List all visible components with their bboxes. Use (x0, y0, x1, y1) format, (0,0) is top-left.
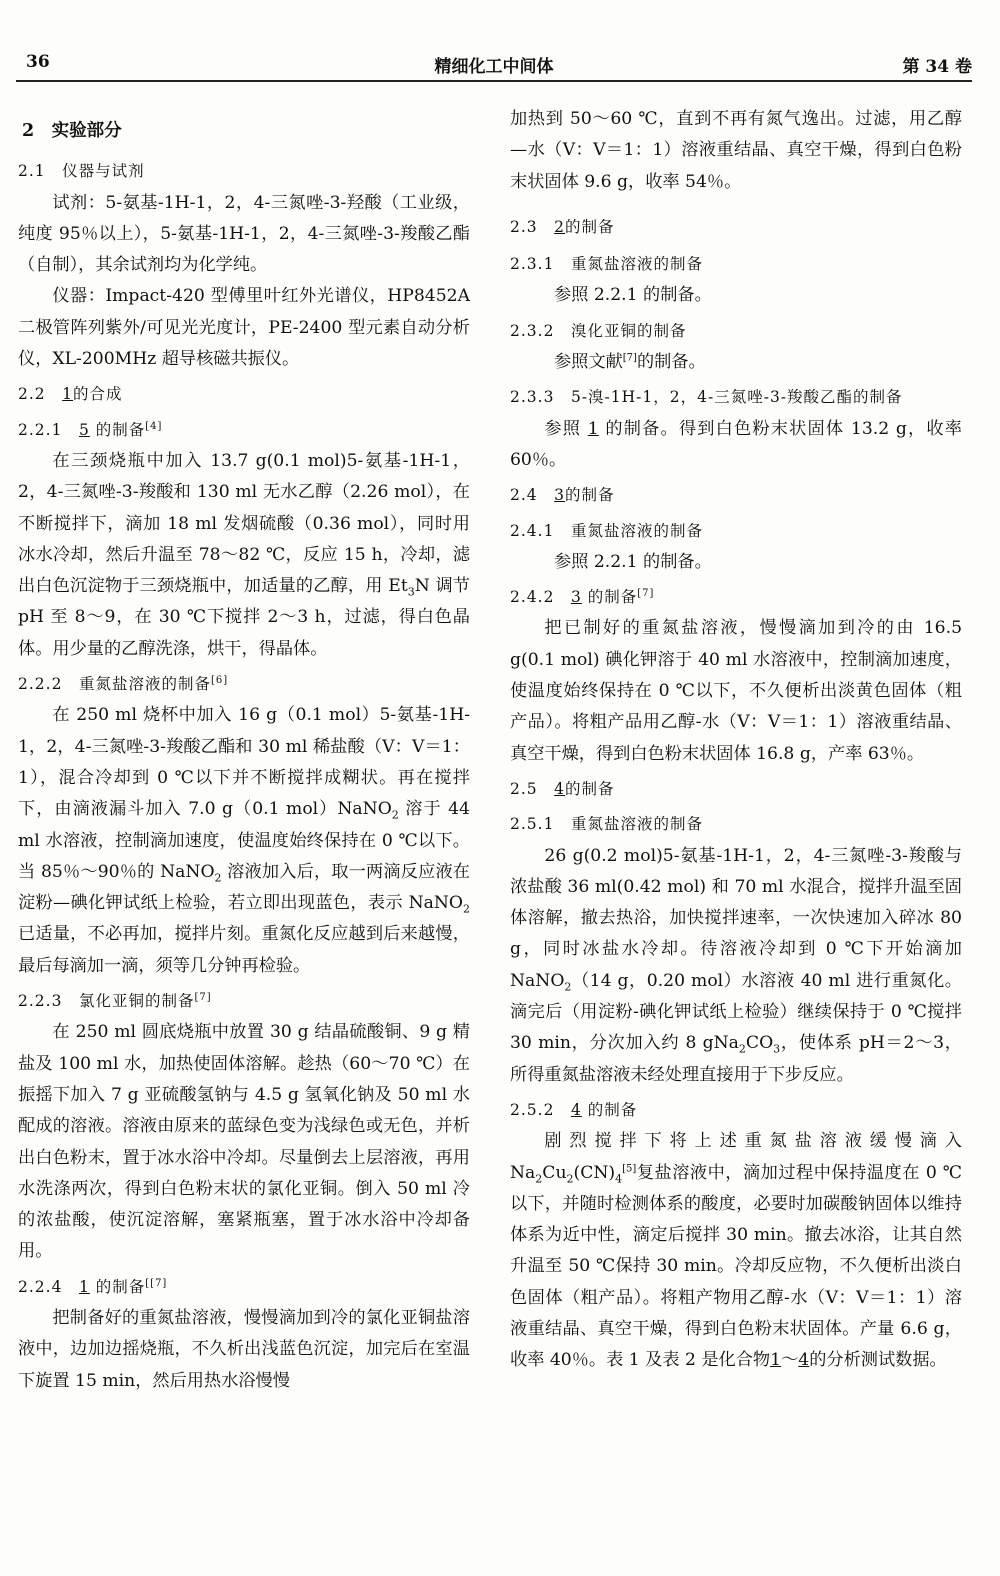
subscript: 3 (407, 585, 415, 599)
text-run: 在三颈烧瓶中加入 13.7 g(0.1 mol)5-氨基-1H-1，2，4-三氮唑-3-羧酸和 130 ml 无水乙醇（2.26 mol），在不断搅拌下，滴加 18 ml 发烟硫酸（0.36 mol），同时用冰水冷却，然后升温至 78～82 ℃，反应 15 h，冷却，滤出白色沉淀物于三颈烧瓶中，加适量的乙醇，用 Et (18, 450, 470, 597)
text-run: Cu (542, 1162, 567, 1183)
citation-7: [7] (622, 352, 637, 364)
text-run: 参照文献 (554, 352, 623, 373)
section-2-3-2-heading: 2.3.2 溴化亚铜的制备 (510, 321, 687, 340)
section-2-3-heading (510, 212, 962, 243)
subscript: 2 (566, 1171, 574, 1185)
section-2-4-2-paragraph: 把已制好的重氮盐溶液，慢慢滴加到冷的由 16.5 g(0.1 mol) 碘化钾溶于 40 ml 水溶液中，控制滴加速度，使温度始终保持在 0 ℃以下，不久便析出淡黄色固体（粗产品）。将粗产品用乙醇-水（V：V＝1：1）溶液重结晶、真空干燥，得到白色粉末状固体 16.8 g，产率 63％。 (510, 618, 962, 764)
section-2-2-prefix: 2.2 (18, 385, 63, 404)
section-2-2-4-heading (18, 1272, 470, 1303)
section-2-3-2-paragraph (510, 347, 962, 378)
citation-7: [7] (194, 991, 212, 1003)
compound-3-ref: 3 (554, 486, 566, 505)
subscript: 4 (615, 1171, 623, 1185)
compound-2-ref: 2 (554, 217, 566, 236)
compound-4-ref: 4 (570, 1100, 582, 1119)
section-2-3-prefix: 2.3 (510, 217, 555, 236)
subscript: 2 (214, 871, 222, 885)
right-column (510, 104, 962, 1377)
text-run: 复盐溶液中，滴加过程中保持温度在 0 ℃以下，并随时检测体系的酸度，必要时加碳酸钠固体以维持体系为近中性，滴定后搅拌 30 min。撤去冰浴，让其自然升温至 50 ℃保持 30 min。冷却反应物，不久便析出淡白色固体（粗产品）。将粗产物用乙醇-水（V：V＝1：1）溶液重结晶、真空干燥，得到白色粉末状固体。产量 6.6 g，收率 40％。表 1 及表 2 是化合物 (510, 1162, 962, 1371)
section-2-3-suffix: 的制备 (565, 217, 615, 236)
section-2-4-2-heading (510, 582, 962, 613)
compound-5-ref: 5 (78, 420, 90, 439)
text-run: N 调节 pH 至 8～9，在 30 ℃下搅拌 2～3 h，过滤，得白色晶体。用少量的乙醇洗涤，烘干，得晶体。 (18, 576, 470, 659)
section-2-2-4-prefix: 2.2.4 (18, 1277, 79, 1296)
citation-7: [[7] (145, 1277, 168, 1289)
compound-1-ref: 1 (587, 418, 599, 439)
journal-title: 精细化工中间体 (434, 57, 554, 77)
section-2-4-1-paragraph: 参照 2.2.1 的制备。 (554, 551, 712, 572)
section-2-2-4-suffix: 的制备 (89, 1277, 146, 1296)
section-2-3-1-heading: 2.3.1 重氮盐溶液的制备 (510, 255, 703, 274)
section-2-5-2-heading (510, 1095, 962, 1126)
section-2-2-2-heading (18, 669, 470, 700)
compound-1-ref: 1 (770, 1350, 782, 1371)
compound-4-ref: 4 (554, 779, 566, 798)
continued-paragraph: 加热到 50～60 ℃，直到不再有氮气逸出。过滤，用乙醇—水（V：V＝1：1）溶液重结晶、真空干燥，得到白色粉末状固体 9.6 g，收率 54％。 (510, 109, 962, 192)
section-2-3-3-heading: 2.3.3 5-溴-1H-1，2，4-三氮唑-3-羧酸乙酯的制备 (510, 388, 903, 407)
section-2-heading: 2 实验部分 (22, 121, 122, 141)
citation-6: [6] (210, 674, 229, 686)
section-2-5-heading (510, 774, 962, 805)
section-2-2-1-suffix: 的制备 (89, 420, 146, 439)
text-run: ～ (781, 1350, 799, 1371)
section-2-4-heading (510, 480, 962, 511)
section-2-2-1-paragraph (18, 446, 470, 665)
section-2-5-prefix: 2.5 (510, 779, 555, 798)
section-2-5-2-paragraph (510, 1126, 962, 1376)
page-number: 36 (26, 52, 50, 72)
compound-1-ref: 1 (62, 385, 74, 404)
section-2-2-heading (18, 379, 470, 410)
reagents-paragraph: 试剂：5-氨基-1H-1，2，4-三氮唑-3-羟酸（工业级，纯度 95％以上），5-氨基-1H-1，2，4-三氮唑-3-羧酸乙酯（自制），其余试剂均为化学纯。 (18, 192, 470, 276)
running-header (16, 48, 972, 82)
section-2-4-suffix: 的制备 (565, 486, 615, 505)
compound-4-ref: 4 (798, 1350, 810, 1371)
subscript: 2 (463, 902, 470, 916)
section-2-2-1-heading (18, 415, 470, 446)
subscript: 2 (564, 980, 572, 994)
section-2-2-2-title: 2.2.2 重氮盐溶液的制备 (18, 675, 211, 694)
section-2-2-3-title: 2.2.3 氯化亚铜的制备 (18, 992, 195, 1011)
text-run: 剧烈搅拌下将上述重氮盐溶液缓慢滴入 Na (510, 1131, 962, 1183)
section-2-5-suffix: 的制备 (565, 779, 615, 798)
text-run: ，使体系 pH＝2～3，所得重氮盐溶液未经处理直接用于下步反应。 (510, 1033, 962, 1085)
section-2-2-1-prefix: 2.2.1 (18, 420, 79, 439)
text-run: 已适量，不必再加，搅拌片刻。重氮化反应越到后来越慢，最后每滴加一滴，须等几分钟再检验。 (18, 924, 470, 976)
section-2-4-2-prefix: 2.4.2 (510, 588, 571, 607)
left-column (18, 104, 470, 1397)
subscript: 2 (738, 1042, 746, 1056)
compound-1-ref: 1 (78, 1277, 90, 1296)
subscript: 3 (773, 1042, 781, 1056)
text-run: 溶于 44 ml 水溶液，控制滴加速度，使温度始终保持在 0 ℃以下。当 85％～90％的 NaNO (18, 799, 470, 882)
text-run: 在 250 ml 烧杯中加入 16 g（0.1 mol）5-氨基-1H-1，2，4-三氮唑-3-羧酸乙酯和 30 ml 稀盐酸（V：V＝1：1），混合冷却到 0 ℃以下并不断搅拌成糊状。再在搅拌下，由滴液漏斗加入 7.0 g（0.1 mol）NaNO (18, 705, 470, 820)
instruments-paragraph: 仪器：Impact-420 型傅里叶红外光谱仪，HP8452A 二极管阵列紫外/可见光光度计，PE-2400 型元素自动分析仪，XL-200MHz 超导核磁共振仪。 (18, 286, 470, 370)
subscript: 2 (391, 808, 399, 822)
text-run: 的制备。 (636, 352, 706, 373)
section-2-3-3-paragraph (510, 414, 962, 477)
section-2-5-2-suffix: 的制备 (581, 1100, 638, 1119)
text-run: 参照 (544, 418, 588, 439)
section-2-5-2-prefix: 2.5.2 (510, 1100, 571, 1119)
section-2-5-1-paragraph (510, 841, 962, 1091)
section-2-2-suffix: 的合成 (73, 385, 123, 404)
citation-5: [5] (622, 1162, 637, 1174)
section-2-4-prefix: 2.4 (510, 486, 555, 505)
section-2-3-1-paragraph: 参照 2.2.1 的制备。 (554, 285, 712, 306)
section-2-4-2-suffix: 的制备 (581, 588, 638, 607)
section-2-5-1-heading: 2.5.1 重氮盐溶液的制备 (510, 815, 703, 834)
volume-label: 第 34 卷 (902, 57, 972, 77)
compound-3-ref: 3 (570, 588, 582, 607)
text-run: 26 g(0.2 mol)5-氨基-1H-1，2，4-三氮唑-3-羧酸与浓盐酸 36 ml(0.42 mol) 和 70 ml 水混合，搅拌升温至固体溶解，撤去热浴，加快搅拌速率，一次快速加入碎冰 80 g，同时冰盐水冷却。待溶液冷却到 0 ℃下开始滴加 NaNO (510, 845, 962, 991)
text-run: 的制备。得到白色粉末状固体 13.2 g，收率 60％。 (510, 418, 962, 470)
text-run: 的分析测试数据。 (809, 1350, 947, 1371)
citation-7: [7] (637, 588, 655, 599)
section-2-4-1-heading: 2.4.1 重氮盐溶液的制备 (510, 521, 703, 540)
section-2-2-3-heading (18, 986, 470, 1017)
section-2-2-2-paragraph (18, 700, 470, 982)
citation-4: [4] (145, 420, 163, 432)
text-run: CO (745, 1033, 774, 1054)
section-2-1-heading: 2.1 仪器与试剂 (18, 162, 145, 181)
text-run: (CN) (573, 1162, 616, 1183)
section-2-2-4-paragraph: 把制备好的重氮盐溶液，慢慢滴加到冷的氯化亚铜盐溶液中，边加边摇烧瓶，不久析出浅蓝色沉淀，加完后在室温下旋置 15 min，然后用热水浴慢慢 (18, 1307, 470, 1391)
section-2-2-3-paragraph: 在 250 ml 圆底烧瓶中放置 30 g 结晶硫酸铜、9 g 精盐及 100 ml 水，加热使固体溶解。趁热（60～70 ℃）在振摇下加入 7 g 亚硫酸氢钠与 4.5 g 氢氧化钠及 50 ml 水配成的溶液。溶液由原来的蓝绿色变为浅绿色或无色，并析出白色粉末，置于冰水浴中冷却。尽量倒去上层溶液，再用水洗涤两次，得到白色粉末状的氯化亚铜。倒入 50 ml 冷的浓盐酸，使沉淀溶解，塞紧瓶塞，置于冰水浴中冷却备用。 (18, 1022, 470, 1262)
subscript: 2 (535, 1171, 543, 1185)
text-run: 溶液加入后，取一两滴反应液在淀粉—碘化钾试纸上检验，若立即出现蓝色，表示 NaNO (18, 861, 470, 914)
text-run: （14 g，0.20 mol）水溶液 40 ml 进行重氮化。滴完后（用淀粉-碘化钾试纸上检验）继续保持于 0 ℃搅拌 30 min，分次加入约 8 gNa (510, 970, 962, 1054)
